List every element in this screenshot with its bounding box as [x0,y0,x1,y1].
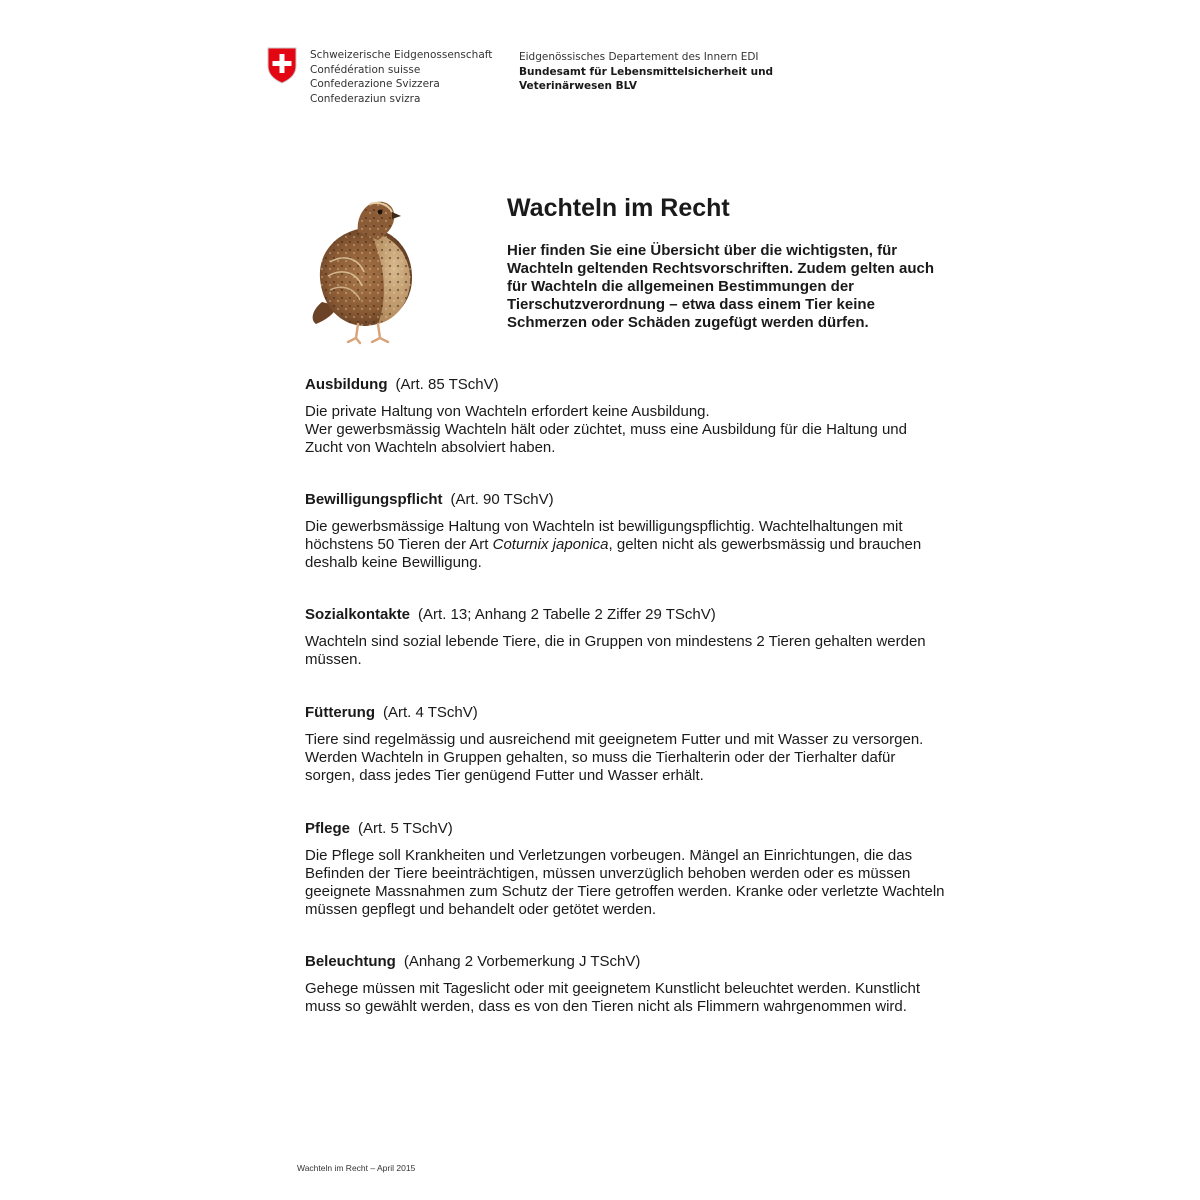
section-body-line: Wer gewerbsmässig Wachteln hält oder züchtet, muss eine Ausbildung für die Haltung und Zucht von Wachteln absolviert haben. [305,421,907,456]
section-body [305,518,945,572]
federation-name-it: Confederazione Svizzera [310,78,440,90]
section-body [305,403,945,457]
section-reference: (Art. 13; Anhang 2 Tabelle 2 Ziffer 29 TSchV) [418,606,716,623]
section-bewilligungspflicht [305,491,945,572]
section-heading [305,953,945,971]
section-beleuchtung [305,953,945,1016]
swiss-coat-of-arms-icon [266,46,298,84]
department-block [519,50,773,94]
section-reference: (Art. 5 TSchV) [358,820,453,837]
section-heading [305,376,945,394]
section-body-line: Die private Haltung von Wachteln erfordert keine Ausbildung. [305,403,710,420]
office-name-line2: Veterinärwesen BLV [519,80,638,92]
federation-names [310,48,492,106]
section-reference: (Anhang 2 Vorbemerkung J TSchV) [403,953,641,970]
section-label: Sozialkontakte [305,606,411,623]
section-reference: (Art. 90 TSchV) [450,491,554,508]
section-label: Bewilligungspflicht [305,491,443,508]
quail-image [300,192,430,348]
species-name: Coturnix japonica [492,536,609,553]
section-fuetterung [305,704,945,785]
intro-text: Hier finden Sie eine Übersicht über die wichtigsten, für Wachteln geltenden Rechtsvorschriften. Zudem gelten auch für Wachteln die allgemeinen Bestimmungen der Tierschutzverordnung – etwa dass einem Tier keine Schmerzen oder Schäden zugefügt werden dürfen. [507,242,935,331]
federation-name-fr: Confédération suisse [310,63,421,76]
page-footer: Wachteln im Recht – April 2015 [297,1163,416,1173]
section-ausbildung [305,376,945,457]
section-reference: (Art. 4 TSchV) [382,704,478,721]
department-name: Eidgenössisches Departement des Innern EDI [519,51,759,63]
federation-name-de: Schweizerische Eidgenossenschaft [310,49,493,61]
federation-name-rm: Confederaziun svizra [310,92,421,105]
section-heading [305,606,945,624]
section-body: Wachteln sind sozial lebende Tiere, die in Gruppen von mindestens 2 Tieren gehalten werden müssen. [305,633,926,668]
section-heading [305,704,945,722]
section-pflege [305,820,945,919]
section-body-text: , gelten nicht als gewerbsmässig und brauchen deshalb keine Bewilligung. [305,536,922,571]
section-body: Gehege müssen mit Tageslicht oder mit geeignetem Kunstlicht beleuchtet werden. Kunstlicht muss so gewählt werden, dass es von den Tieren nicht als Flimmern wahrgenommen wird. [305,980,921,1015]
section-body: Die Pflege soll Krankheiten und Verletzungen vorbeugen. Mängel an Einrichtungen, die das Befinden der Tiere beeinträchtigen, müssen unverzüglich behoben werden oder es müssen geeignete Massnahmen zum Schutz der Tiere getroffen werden. Kranke oder verletzte Wachteln müssen gepflegt und behandelt oder getötet werden. [305,847,945,918]
section-body-text: Die gewerbsmässige Haltung von Wachteln ist bewilligungspflichtig. Wachtelhaltungen mit höchstens 50 Tieren der Art [305,518,903,553]
section-body: Tiere sind regelmässig und ausreichend mit geeignetem Futter und mit Wasser zu versorgen. Werden Wachteln in Gruppen gehalten, so muss die Tierhalterin oder der Tierhalter dafür sorgen, dass jedes Tier genügend Futter und Wasser erhält. [305,731,924,784]
page-title: Wachteln im Recht [507,194,730,222]
section-reference: (Art. 85 TSchV) [395,376,499,393]
section-heading [305,820,945,838]
section-heading [305,491,945,509]
section-sozialkontakte [305,606,945,669]
office-name-line1: Bundesamt für Lebensmittelsicherheit und [519,65,774,78]
section-label: Pflege [305,820,351,837]
section-label: Beleuchtung [305,953,396,970]
section-label: Ausbildung [305,376,388,393]
section-label: Fütterung [305,704,375,721]
